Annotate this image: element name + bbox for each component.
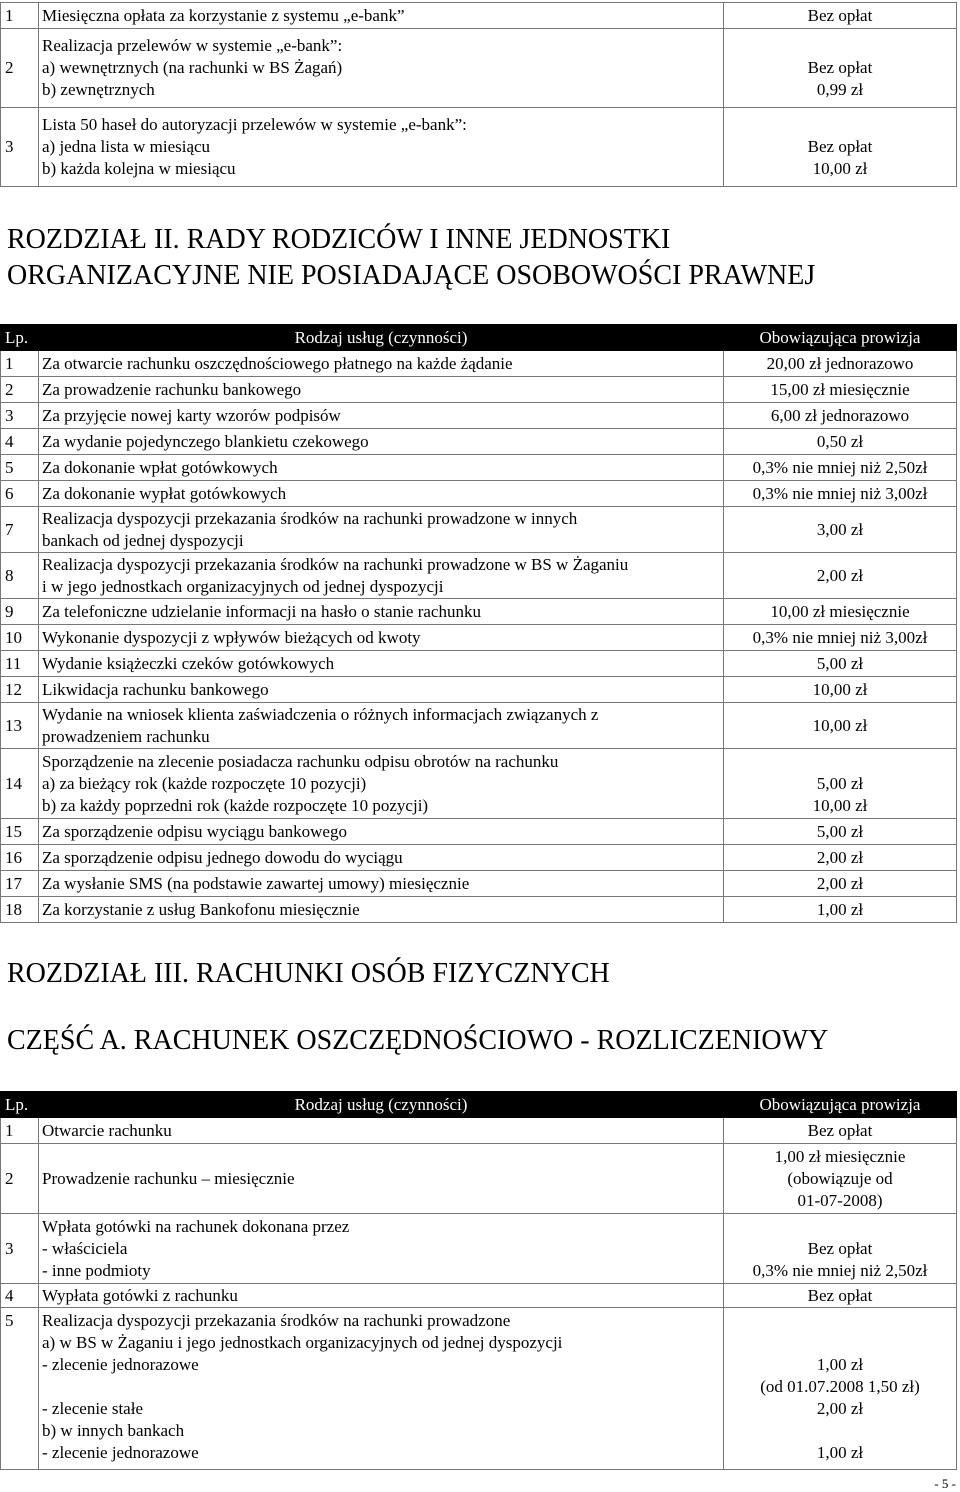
table-row bbox=[1, 403, 957, 429]
header-lp: Lp. bbox=[1, 325, 39, 351]
fee-value: Bez opłat bbox=[724, 1118, 957, 1144]
fee-value bbox=[724, 1144, 957, 1214]
fee-value bbox=[724, 749, 957, 819]
table-row bbox=[1, 1308, 957, 1470]
line: - zlecenie jednorazowe bbox=[42, 1355, 199, 1374]
line: 0,3% nie mniej niż 2,50zł bbox=[752, 1260, 928, 1280]
line: Realizacja dyspozycji przekazania środków na rachunki prowadzone w BS w Żaganiu bbox=[42, 554, 629, 574]
row-number: 13 bbox=[1, 703, 39, 749]
title-line: ROZDZIAŁ II. RADY RODZICÓW I INNE JEDNOSTKI bbox=[7, 224, 671, 255]
service-description: Za wydanie pojedynczego blankietu czekowego bbox=[39, 429, 724, 455]
service-description: Miesięczna opłata za korzystanie z systemu „e-bank” bbox=[39, 3, 724, 29]
line: - zlecenie stałe bbox=[42, 1399, 143, 1418]
table-row bbox=[1, 871, 957, 897]
line: 1,00 zł bbox=[816, 1443, 864, 1462]
fee-value: 0,50 zł bbox=[724, 429, 957, 455]
line: 10,00 zł bbox=[812, 795, 868, 815]
service-description: Wykonanie dyspozycji z wpływów bieżących od kwoty bbox=[39, 625, 724, 651]
table-row bbox=[1, 29, 957, 108]
part-title: CZĘŚĆ A. RACHUNEK OSZCZĘDNOŚCIOWO - ROZLICZENIOWY bbox=[7, 1025, 829, 1056]
line bbox=[727, 114, 953, 136]
service-description: Otwarcie rachunku bbox=[39, 1118, 724, 1144]
row-number: 18 bbox=[1, 897, 39, 923]
row-number: 2 bbox=[1, 377, 39, 403]
line: 2,00 zł bbox=[816, 1399, 864, 1418]
line: b) zewnętrznych bbox=[42, 80, 155, 99]
service-description bbox=[39, 749, 724, 819]
line: Wydanie na wniosek klienta zaświadczenia o różnych informacjach związanych z bbox=[42, 704, 599, 724]
row-number: 6 bbox=[1, 481, 39, 507]
line: Bez opłat bbox=[807, 58, 873, 77]
line: Lista 50 haseł do autoryzacji przelewów w systemie „e-bank”: bbox=[42, 115, 467, 134]
row-number: 2 bbox=[1, 1144, 39, 1214]
service-description bbox=[39, 108, 724, 187]
fee-value bbox=[724, 29, 957, 108]
line: (od 01.07.2008 1,50 zł) bbox=[760, 1377, 920, 1396]
row-number: 3 bbox=[1, 1214, 39, 1284]
line: b) w innych bankach bbox=[42, 1421, 185, 1440]
line: b) za każdy poprzedni rok (każde rozpoczęte 10 pozycji) bbox=[42, 795, 429, 815]
line: Realizacja dyspozycji przekazania środków na rachunki prowadzone bbox=[42, 1311, 511, 1330]
line bbox=[727, 35, 953, 57]
line: Bez opłat bbox=[807, 137, 873, 156]
fee-value: 1,00 zł bbox=[724, 897, 957, 923]
service-description bbox=[39, 553, 724, 599]
line bbox=[727, 1310, 953, 1332]
header-service: Rodzaj usług (czynności) bbox=[39, 325, 724, 351]
table-header bbox=[1, 1092, 957, 1118]
line bbox=[727, 1332, 953, 1354]
fee-value: 0,3% nie mniej niż 3,00zł bbox=[724, 625, 957, 651]
row-number: 2 bbox=[1, 29, 39, 108]
title-line: ORGANIZACYJNE NIE POSIADAJĄCE OSOBOWOŚCI PRAWNEJ bbox=[7, 260, 816, 291]
fee-value: 2,00 zł bbox=[724, 871, 957, 897]
section-title bbox=[7, 222, 815, 294]
table-row bbox=[1, 429, 957, 455]
fee-value: 10,00 zł bbox=[724, 677, 957, 703]
table-row bbox=[1, 703, 957, 749]
table-row bbox=[1, 749, 957, 819]
page-number: - 5 - bbox=[934, 1476, 956, 1491]
service-description: Likwidacja rachunku bankowego bbox=[39, 677, 724, 703]
header-fee: Obowiązująca prowizja bbox=[724, 325, 957, 351]
row-number: 7 bbox=[1, 507, 39, 553]
fee-value: 3,00 zł bbox=[724, 507, 957, 553]
fee-value bbox=[724, 1308, 957, 1470]
row-number: 3 bbox=[1, 108, 39, 187]
row-number: 12 bbox=[1, 677, 39, 703]
service-description bbox=[39, 1308, 724, 1470]
fee-value bbox=[724, 108, 957, 187]
header-service: Rodzaj usług (czynności) bbox=[39, 1092, 724, 1118]
line: 10,00 zł bbox=[812, 159, 868, 178]
row-number: 11 bbox=[1, 651, 39, 677]
table-row bbox=[1, 1214, 957, 1284]
line: Sporządzenie na zlecenie posiadacza rachunku odpisu obrotów na rachunku bbox=[42, 751, 559, 771]
service-description: Za dokonanie wypłat gotówkowych bbox=[39, 481, 724, 507]
row-number: 4 bbox=[1, 1284, 39, 1308]
fee-value: 10,00 zł miesięcznie bbox=[724, 599, 957, 625]
table-row bbox=[1, 377, 957, 403]
fee-value: 2,00 zł bbox=[724, 845, 957, 871]
fee-value: 10,00 zł bbox=[724, 703, 957, 749]
line: a) za bieżący rok (każde rozpoczęte 10 pozycji) bbox=[42, 773, 367, 793]
service-description: Za przyjęcie nowej karty wzorów podpisów bbox=[39, 403, 724, 429]
fee-value: 20,00 zł jednorazowo bbox=[724, 351, 957, 377]
line: bankach od jednej dyspozycji bbox=[42, 530, 244, 550]
line bbox=[727, 1420, 953, 1442]
line: 5,00 zł bbox=[816, 773, 864, 793]
line: a) w BS w Żaganiu i jego jednostkach organizacyjnych od jednej dyspozycji bbox=[42, 1333, 563, 1352]
service-description: Za wysłanie SMS (na podstawie zawartej umowy) miesięcznie bbox=[39, 871, 724, 897]
line: Realizacja dyspozycji przekazania środków na rachunki prowadzone w innych bbox=[42, 508, 578, 528]
table-row bbox=[1, 845, 957, 871]
table-row bbox=[1, 625, 957, 651]
line: 0,99 zł bbox=[816, 80, 864, 99]
service-description: Za telefoniczne udzielanie informacji na hasło o stanie rachunku bbox=[39, 599, 724, 625]
table-row bbox=[1, 1284, 957, 1308]
service-description: Wydanie książeczki czeków gotówkowych bbox=[39, 651, 724, 677]
service-description: Wypłata gotówki z rachunku bbox=[39, 1284, 724, 1308]
fee-value: 6,00 zł jednorazowo bbox=[724, 403, 957, 429]
table-row bbox=[1, 599, 957, 625]
line: a) wewnętrznych (na rachunki w BS Żagań) bbox=[42, 58, 343, 77]
line: - zlecenie jednorazowe bbox=[42, 1443, 199, 1462]
table-row bbox=[1, 507, 957, 553]
table-row bbox=[1, 3, 957, 29]
line: 1,00 zł miesięcznie bbox=[774, 1146, 906, 1166]
service-description: Za otwarcie rachunku oszczędnościowego płatnego na każde żądanie bbox=[39, 351, 724, 377]
line: - inne podmioty bbox=[42, 1260, 151, 1280]
row-number: 9 bbox=[1, 599, 39, 625]
service-description bbox=[39, 507, 724, 553]
row-number: 5 bbox=[1, 455, 39, 481]
table-row bbox=[1, 819, 957, 845]
service-description: Za sporządzenie odpisu jednego dowodu do wyciągu bbox=[39, 845, 724, 871]
row-number-text: 5 bbox=[5, 1311, 14, 1330]
fee-value: 5,00 zł bbox=[724, 819, 957, 845]
row-number: 8 bbox=[1, 553, 39, 599]
line: - właściciela bbox=[42, 1238, 128, 1258]
row-number: 1 bbox=[1, 1118, 39, 1144]
row-number: 10 bbox=[1, 625, 39, 651]
line bbox=[727, 1216, 953, 1238]
table-row bbox=[1, 1118, 957, 1144]
fee-value: 15,00 zł miesięcznie bbox=[724, 377, 957, 403]
ebank-fees-table bbox=[0, 2, 957, 187]
row-number: 3 bbox=[1, 403, 39, 429]
fee-value: 2,00 zł bbox=[724, 553, 957, 599]
table-row bbox=[1, 897, 957, 923]
line: prowadzeniem rachunku bbox=[42, 726, 210, 746]
fee-value: Bez opłat bbox=[724, 3, 957, 29]
line: Realizacja przelewów w systemie „e-bank”: bbox=[42, 36, 343, 55]
line bbox=[727, 751, 953, 773]
fee-value: 0,3% nie mniej niż 2,50zł bbox=[724, 455, 957, 481]
table-row bbox=[1, 481, 957, 507]
row-number: 1 bbox=[1, 3, 39, 29]
fee-value: 5,00 zł bbox=[724, 651, 957, 677]
row-number: 1 bbox=[1, 351, 39, 377]
row-number bbox=[1, 1308, 39, 1470]
fee-value bbox=[724, 1214, 957, 1284]
header-fee: Obowiązująca prowizja bbox=[724, 1092, 957, 1118]
service-description bbox=[39, 1214, 724, 1284]
fee-value: Bez opłat bbox=[724, 1284, 957, 1308]
service-description: Prowadzenie rachunku – miesięcznie bbox=[39, 1144, 724, 1214]
table-row bbox=[1, 455, 957, 481]
row-number: 15 bbox=[1, 819, 39, 845]
header-lp: Lp. bbox=[1, 1092, 39, 1118]
personal-account-fees-table bbox=[0, 1091, 957, 1470]
line: i w jego jednostkach organizacyjnych od jednej dyspozycji bbox=[42, 576, 444, 596]
line: 1,00 zł bbox=[816, 1355, 864, 1374]
service-description bbox=[39, 29, 724, 108]
parents-council-fees-table bbox=[0, 324, 957, 923]
line: Wpłata gotówki na rachunek dokonana przez bbox=[42, 1216, 350, 1236]
row-number: 14 bbox=[1, 749, 39, 819]
line bbox=[42, 1376, 720, 1398]
row-number: 17 bbox=[1, 871, 39, 897]
table-row bbox=[1, 651, 957, 677]
section-title: ROZDZIAŁ III. RACHUNKI OSÓB FIZYCZNYCH bbox=[7, 958, 610, 989]
table-row bbox=[1, 108, 957, 187]
service-description: Za sporządzenie odpisu wyciągu bankowego bbox=[39, 819, 724, 845]
line: (obowiązuje od bbox=[787, 1168, 893, 1188]
service-description: Za korzystanie z usług Bankofonu miesięcznie bbox=[39, 897, 724, 923]
table-row bbox=[1, 351, 957, 377]
line: b) każda kolejna w miesiącu bbox=[42, 159, 236, 178]
service-description: Za dokonanie wpłat gotówkowych bbox=[39, 455, 724, 481]
service-description: Za prowadzenie rachunku bankowego bbox=[39, 377, 724, 403]
table-row bbox=[1, 677, 957, 703]
row-number: 16 bbox=[1, 845, 39, 871]
table-row bbox=[1, 553, 957, 599]
row-number: 4 bbox=[1, 429, 39, 455]
line: 01-07-2008) bbox=[797, 1190, 883, 1210]
table-row bbox=[1, 1144, 957, 1214]
service-description bbox=[39, 703, 724, 749]
table-header bbox=[1, 325, 957, 351]
line: Bez opłat bbox=[807, 1238, 873, 1258]
line: a) jedna lista w miesiącu bbox=[42, 137, 211, 156]
fee-value: 0,3% nie mniej niż 3,00zł bbox=[724, 481, 957, 507]
